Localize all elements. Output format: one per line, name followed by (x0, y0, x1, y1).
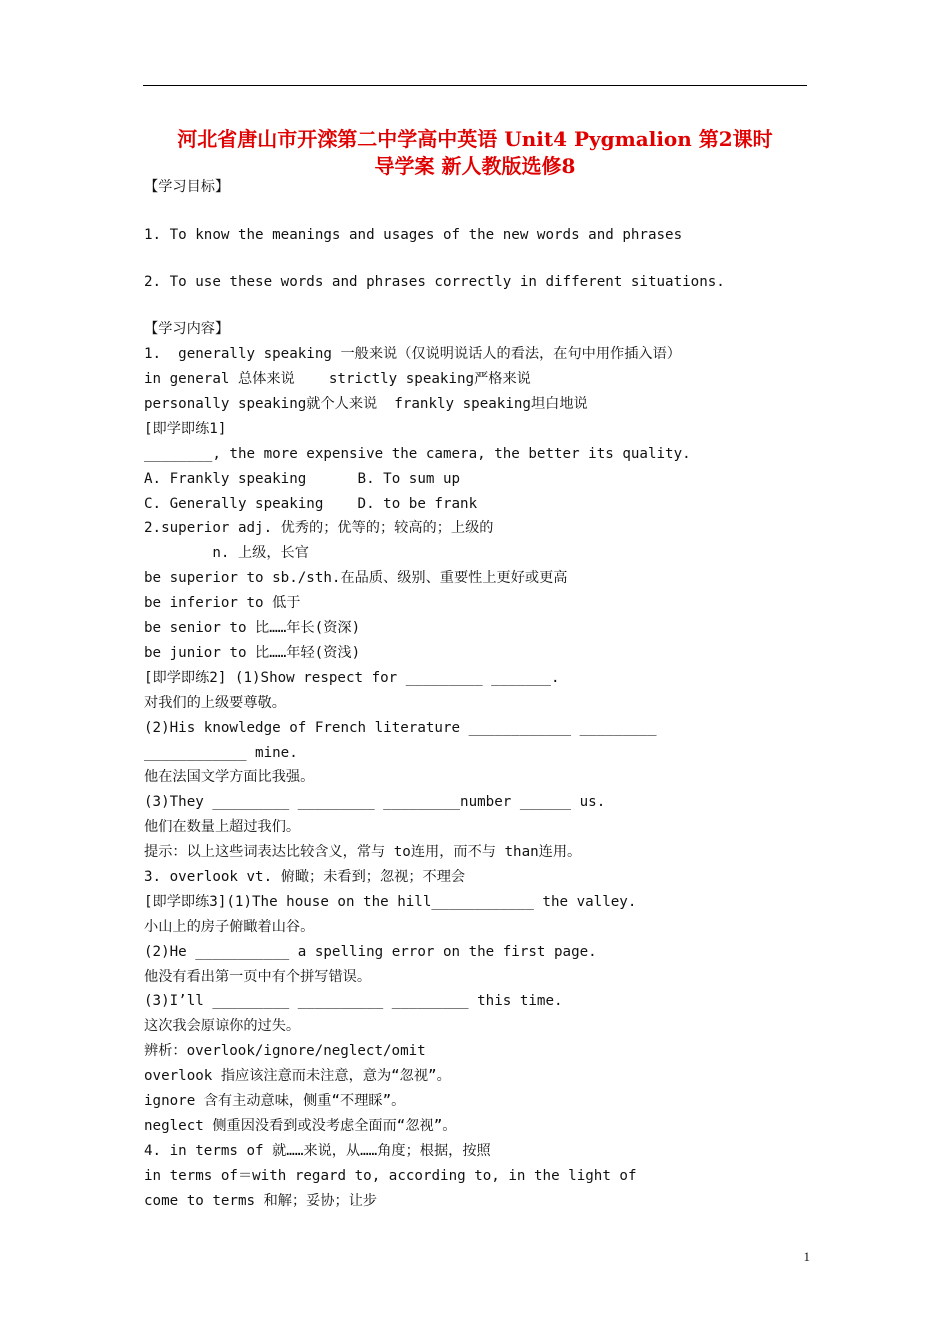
option-line: C. Generally speaking D. to be frank (144, 496, 478, 512)
text-line: 2.superior adj. 优秀的；优等的；较高的；上级的 (144, 520, 494, 536)
text-line: in terms of＝with regard to, according to, in the light of (144, 1168, 637, 1184)
text-line: 他们在数量上超过我们。 (144, 819, 301, 835)
text-line: in general 总体来说 strictly speaking严格来说 (144, 371, 531, 387)
objective-1: 1. To know the meanings and usages of the new words and phrases (144, 227, 683, 243)
exercise-label: [即学即练1] (144, 421, 227, 437)
text-line: 他没有看出第一页中有个拼写错误。 (144, 969, 372, 985)
text-line: 对我们的上级要尊敬。 (144, 695, 286, 711)
document-title-line-2: 导学案 新人教版选修8 (374, 154, 576, 178)
text-line: ____________ mine. (144, 745, 298, 761)
text-line: 4. in terms of 就……来说，从……角度；根据，按照 (144, 1143, 491, 1159)
text-line: 1. generally speaking 一般来说（仅说明说话人的看法，在句中用作插入语） (144, 346, 681, 362)
text-line: (3)They _________ _________ _________number ______ us. (144, 794, 606, 810)
text-line: 小山上的房子俯瞰着山谷。 (144, 919, 315, 935)
text-line: overlook 指应该注意而未注意，意为“忽视”。 (144, 1068, 451, 1084)
text-line: be inferior to 低于 (144, 595, 301, 611)
text-line: come to terms 和解；妥协；让步 (144, 1193, 378, 1209)
objective-2: 2. To use these words and phrases correctly in different situations. (144, 274, 725, 290)
text-line: ________, the more expensive the camera, the better its quality. (144, 446, 691, 462)
exercise-label: [即学即练2] (1)Show respect for _________ _______. (144, 670, 560, 686)
text-line: 这次我会原谅你的过失。 (144, 1018, 301, 1034)
section-heading-objectives: 【学习目标】 (144, 179, 230, 195)
text-line: n. 上级，长官 (144, 545, 309, 561)
text-line: be senior to 比……年长(资深) (144, 620, 361, 636)
header-rule (143, 85, 807, 86)
page-number: 1 (803, 1249, 810, 1264)
text-line: neglect 侧重因没看到或没考虑全面而“忽视”。 (144, 1118, 457, 1134)
text-line: personally speaking就个人来说 frankly speaking坦白地说 (144, 396, 588, 412)
option-line: A. Frankly speaking B. To sum up (144, 471, 461, 487)
text-line: be superior to sb./sth.在品质、级别、重要性上更好或更高 (144, 570, 568, 586)
section-heading-content: 【学习内容】 (144, 321, 230, 337)
text-line: (2)His knowledge of French literature ____________ _________ (144, 720, 657, 736)
document-title-line-1: 河北省唐山市开滦第二中学高中英语 Unit4 Pygmalion 第2课时 (177, 127, 773, 151)
text-line: (3)I’ll _________ __________ _________ this time. (144, 993, 563, 1009)
text-line: 3. overlook vt. 俯瞰；未看到；忽视；不理会 (144, 869, 466, 885)
text-line: (2)He ___________ a spelling error on the first page. (144, 944, 597, 960)
text-line: 他在法国文学方面比我强。 (144, 769, 315, 785)
analysis-line: 辨析：overlook/ignore/neglect/omit (144, 1043, 426, 1059)
text-line: ignore 含有主动意味，侧重“不理睬”。 (144, 1093, 406, 1109)
tip-line: 提示：以上这些词表达比较含义，常与 to连用，而不与 than连用。 (144, 844, 582, 860)
exercise-label: [即学即练3](1)The house on the hill____________ the valley. (144, 894, 637, 910)
text-line: be junior to 比……年轻(资浅) (144, 645, 361, 661)
